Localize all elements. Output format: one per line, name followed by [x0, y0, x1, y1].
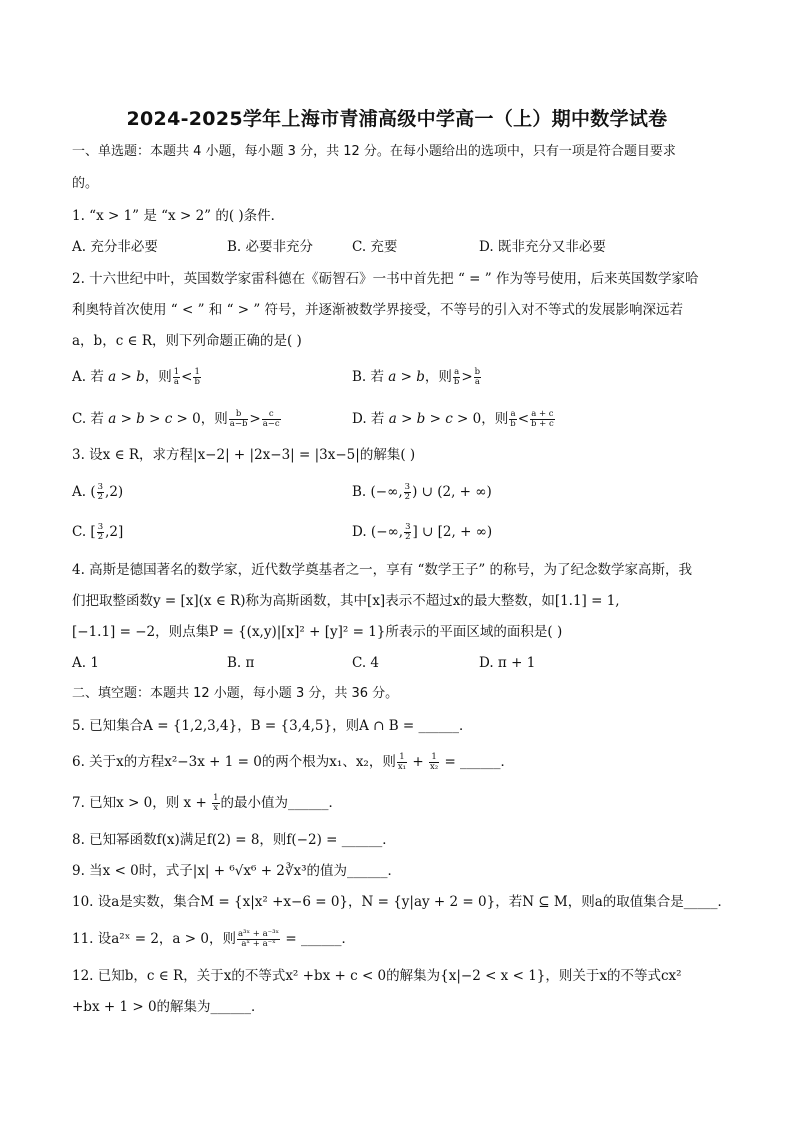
q4-option-c: C. 4 — [352, 655, 380, 671]
q2-line1: 2. 十六世纪中叶，英国数学家雷科德在《砺智石》一书中首先把 “ = ” 作为等号使用，后来英国数学家哈 — [72, 271, 699, 287]
q3-stem: 3. 设x ∈ R，求方程|x−2| + |2x−3| = |3x−5|的解集( ) — [72, 447, 416, 463]
q6: 6. 关于x的方程x²−3x + 1 = 0的两个根为x₁、x₂，则 $\frac{1}{\text{x₁}}$ + $\frac{1}{\text{x₂}}$ = ______． — [72, 752, 515, 772]
q4-line3: [−1.1] = −2，则点集P = {(x,y)|[x]² + [y]² = 1}所表示的平面区域的面积是( ) — [72, 624, 563, 640]
q3-option-b-label: B. — [352, 484, 367, 500]
q3-option-a: A. ( $\frac{3}{2}$ ,2) — [72, 482, 124, 502]
q6-text-post: = ______． — [440, 754, 515, 770]
q2-option-d-label: D. 若 — [352, 411, 385, 427]
q1-option-c: C. 充要 — [352, 239, 398, 255]
q4-option-b: B. π — [227, 655, 255, 671]
q11-text-pre: 11. 设a²ˣ = 2，a > 0，则 — [72, 931, 236, 947]
q7: 7. 已知x > 0，则 x + $\frac{1}{x}$ 的最小值为______． — [72, 793, 342, 813]
q2-option-a: A. 若 a > b，则 $\frac{1}{a}$ < $\frac{1}{b}$ — [72, 367, 200, 387]
q2-line2: 利奥特首次使用 “ < ” 和 “ > ” 符号，并逐渐被数学界接受，不等号的引入对不等式的发展影响深远若 — [72, 302, 684, 318]
q10: 10. 设a是实数，集合M = {x|x² +x−6 = 0}，N = {y|ay + 2 = 0}，若N ⊆ M，则a的取值集合是_____． — [72, 894, 732, 910]
q5: 5. 已知集合A = {1,2,3,4}，B = {3,4,5}，则A ∩ B = ______． — [72, 718, 473, 734]
section1-heading-line1: 一、单选题：本题共 4 小题，每小题 3 分，共 12 分。在每小题给出的选项中，只有一项是符合题目要求 — [72, 144, 676, 159]
q2-option-b-label: B. 若 — [352, 369, 385, 385]
q2-option-d: D. 若 a > b > c > 0，则 $\frac{a}{b}$ < $\frac{a + c}{b + c}$ — [352, 409, 554, 429]
q1-option-d: D. 既非充分又非必要 — [479, 239, 606, 255]
q6-text-pre: 6. 关于x的方程x²−3x + 1 = 0的两个根为x₁、x₂，则 — [72, 754, 396, 770]
q9: 9. 当x < 0时，式子|x| + ⁶√x⁶ + 2∛x³的值为______． — [72, 863, 402, 879]
page-title: 2024-2025学年上海市青浦高级中学高一（上）期中数学试卷 — [126, 108, 668, 130]
q2-line3: a，b，c ∈ R，则下列命题正确的是( ) — [72, 333, 302, 349]
q1-stem: 1. “x > 1” 是 “x > 2” 的( )条件． — [72, 208, 285, 224]
section1-heading-line2: 的。 — [72, 176, 99, 191]
q11: 11. 设a²ˣ = 2，a > 0，则 $\frac{\text{a³ˣ + a⁻³ˣ}}{\text{aˣ + a⁻ˣ}}$ = ______． — [72, 929, 356, 949]
q2-option-c-label: C. 若 — [72, 411, 104, 427]
q7-text-pre: 7. 已知x > 0，则 x + — [72, 795, 212, 811]
q4-option-d: D. π + 1 — [479, 655, 536, 671]
q2-option-a-label: A. 若 — [72, 369, 104, 385]
q3-option-d-label: D. — [352, 524, 367, 540]
q3-option-c-label: C. — [72, 524, 87, 540]
q12-line2: +bx + 1 > 0的解集为______． — [72, 999, 265, 1015]
q2-option-c: C. 若 a > b > c > 0，则 $\frac{b}{a-b}$ > $\frac{c}{a-c}$ — [72, 409, 280, 429]
section2-heading: 二、填空题：本题共 12 小题，每小题 3 分，共 36 分。 — [72, 686, 399, 701]
q3-option-c: C. [ $\frac{3}{2}$ ,2] — [72, 522, 124, 542]
q3-option-b: B. (−∞, $\frac{3}{2}$ ) ∪ (2, + ∞) — [352, 482, 492, 502]
q1-option-a: A. 充分非必要 — [72, 239, 158, 255]
q4-line1: 4. 高斯是德国著名的数学家，近代数学奠基者之一，享有 “数学王子” 的称号，为了纪念数学家高斯，我 — [72, 562, 693, 578]
q4-option-a: A. 1 — [72, 655, 99, 671]
q2-option-b: B. 若 a > b，则 $\frac{a}{b}$ > $\frac{b}{a}$ — [352, 367, 481, 387]
q7-text-post: 的最小值为______． — [220, 795, 342, 811]
q12-line1: 12. 已知b，c ∈ R，关于x的不等式x² +bx + c < 0的解集为{x|−2 < x < 1}，则关于x的不等式cx² — [72, 968, 682, 984]
q8: 8. 已知幂函数f(x)满足f(2) = 8，则f(−2) = ______． — [72, 832, 396, 848]
q3-option-d: D. (−∞, $\frac{3}{2}$ ] ∪ [2, + ∞) — [352, 522, 493, 542]
q3-option-a-label: A. — [72, 484, 87, 500]
q4-line2: 们把取整函数y = [x](x ∈ R)称为高斯函数，其中[x]表示不超过x的最大整数，如[1.1] = 1, — [72, 593, 620, 609]
q1-option-b: B. 必要非充分 — [227, 239, 314, 255]
q11-text-post: = ______． — [281, 931, 356, 947]
